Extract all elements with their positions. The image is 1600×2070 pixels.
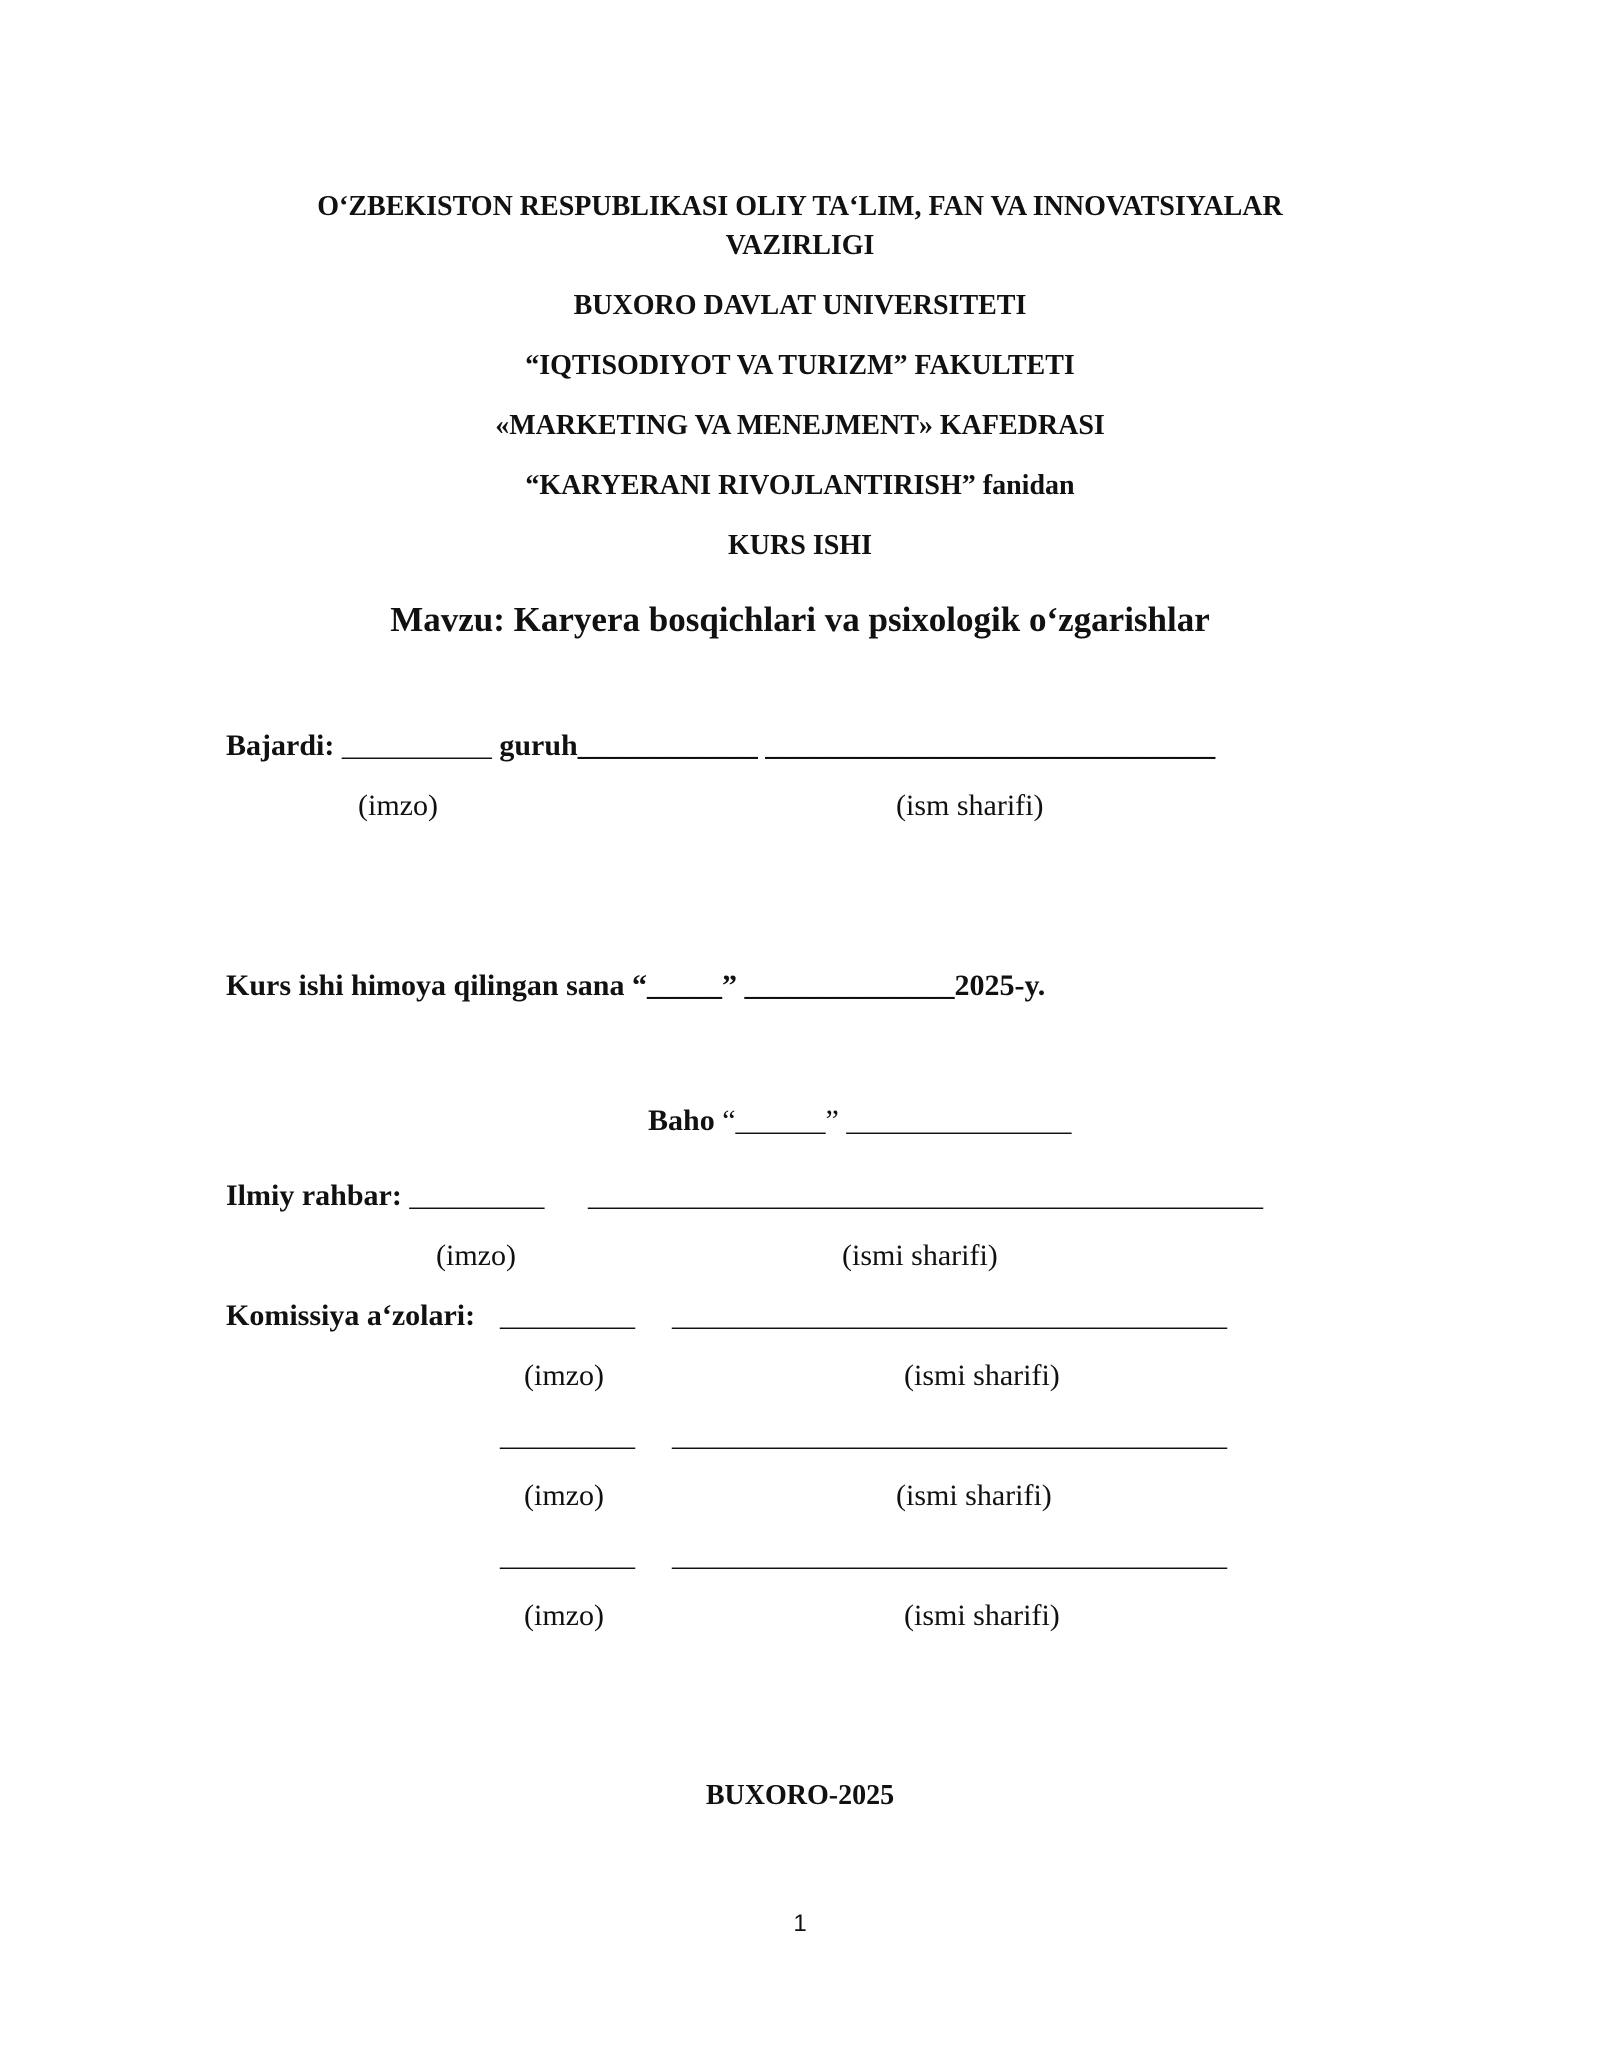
- commission-member-1-signature-line: _________: [500, 1299, 635, 1332]
- commission-member-2-name-line: _____________________________________: [672, 1419, 1227, 1452]
- commission-member-3-name-line: _____________________________________: [672, 1539, 1227, 1572]
- performer-group-line: ____________: [577, 729, 758, 762]
- commission-member-1-name-caption: (ismi sharifi): [904, 1359, 1060, 1392]
- grade-row: [648, 1103, 1071, 1139]
- supervisor-label: Ilmiy rahbar:: [226, 1179, 402, 1212]
- defense-date-row: Kurs ishi himoya qilingan sana “_____” ______________2025-y.: [226, 969, 1046, 1002]
- commission-member-1-signature-caption: (imzo): [524, 1359, 604, 1392]
- ministry-title-line1: O‘ZBEKISTON RESPUBLIKASI OLIY TA‘LIM, FAN VA INNOVATSIYALAR: [317, 191, 1283, 222]
- performer-name-line: ______________________________: [765, 729, 1216, 762]
- commission-member-1-name-line: _____________________________________: [672, 1299, 1227, 1332]
- commission-member-3-signature-caption: (imzo): [524, 1599, 604, 1632]
- department-name: «MARKETING VA MENEJMENT» KAFEDRASI: [495, 410, 1105, 441]
- topic-title: Mavzu: Karyera bosqichlari va psixologik o‘zgarishlar: [390, 600, 1210, 639]
- supervisor-name-caption: (ismi sharifi): [842, 1239, 998, 1272]
- performer-signature-caption: (imzo): [358, 789, 438, 822]
- performer-label: Bajardi:: [226, 729, 335, 762]
- performer-name-caption: (ism sharifi): [896, 789, 1044, 822]
- performer-row: [226, 728, 1215, 764]
- performer-group-label: guruh: [499, 729, 578, 762]
- commission-member-2-signature-line: _________: [500, 1419, 635, 1452]
- city-year: BUXORO-2025: [705, 1780, 895, 1811]
- commission-member-2-signature-caption: (imzo): [524, 1479, 604, 1512]
- supervisor-signature-line: _________: [409, 1179, 545, 1212]
- subject-name: “KARYERANI RIVOJLANTIRISH” fanidan: [525, 470, 1075, 501]
- commission-label: Komissiya a‘zolari:: [226, 1299, 476, 1332]
- faculty-name: “IQTISODIYOT VA TURIZM” FAKULTETI: [525, 350, 1075, 381]
- work-type: KURS ISHI: [728, 530, 872, 561]
- commission-member-3-signature-line: _________: [500, 1539, 635, 1572]
- grade-lines: “______” _______________: [722, 1104, 1072, 1137]
- supervisor-signature-caption: (imzo): [436, 1239, 516, 1272]
- supervisor-row: [226, 1178, 544, 1214]
- page-number: 1: [793, 1910, 807, 1937]
- university-name: BUXORO DAVLAT UNIVERSITETI: [573, 290, 1027, 321]
- ministry-title-line2: VAZIRLIGI: [725, 230, 875, 261]
- supervisor-name-line: _____________________________________________: [588, 1179, 1263, 1212]
- grade-label: Baho: [648, 1104, 715, 1137]
- commission-member-2-name-caption: (ismi sharifi): [896, 1479, 1052, 1512]
- commission-member-3-name-caption: (ismi sharifi): [904, 1599, 1060, 1632]
- performer-signature-line: __________: [341, 729, 492, 762]
